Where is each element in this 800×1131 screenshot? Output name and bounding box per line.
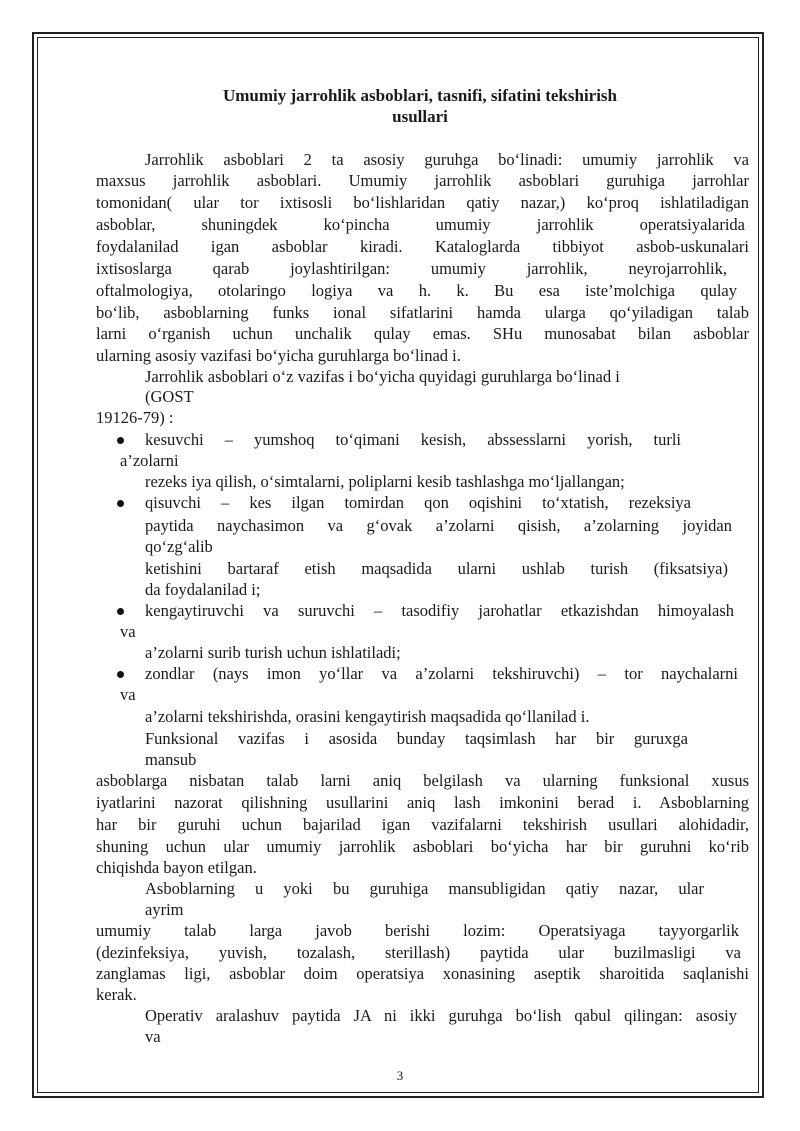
text-line: ixtisoslarga qarab joylashtirilgan: umumiy jarrohlik, neyrojarrohlik,	[96, 259, 727, 278]
text-line: va	[120, 685, 136, 704]
text-line: (dezinfeksiya, yuvish, tozalash, sterillash) paytida ular buzilmasligi va	[96, 943, 741, 962]
text-line: foydalanilad igan asboblar kiradi. Kataloglarda tibbiyot asbob-uskunalari	[96, 237, 749, 256]
text-line: shuning uchun ular umumiy jarrohlik asboblari bo‘yicha har bir guruhni ko‘rib	[96, 837, 749, 856]
text-line: tomonidan( ular tor ixtisosli bo‘lishlaridan qatiy nazar,) ko‘proq ishlatiladigan	[96, 193, 749, 212]
text-line: a’zolarni	[120, 451, 179, 470]
text-line: rezeks iya qilish, o‘simtalarni, poliplarni kesib tashlashga mo‘ljallangan;	[145, 472, 625, 491]
bullet-icon	[117, 437, 124, 444]
document-title-line-1: Umumiy jarrohlik asboblari, tasnifi, sifatini tekshirish	[222, 86, 618, 105]
text-line: larni o‘rganish uchun unchalik qulay emas. SHu munosabat bilan asboblar	[96, 324, 749, 343]
text-line: ularning asosiy vazifasi bo‘yicha guruhlarga bo‘linad i.	[96, 346, 461, 365]
document-title-line-2: usullari	[392, 107, 448, 126]
text-line: kerak.	[96, 985, 137, 1004]
text-line: qo‘zg‘alib	[145, 537, 213, 556]
list-item-text: zondlar (nays imon yo‘llar va a’zolarni tekshiruvchi) – tor naychalarni	[145, 664, 738, 683]
text-line: har bir guruhi uchun bajarilad igan vazifalarni tekshirish usullari alohidadir,	[96, 815, 749, 834]
text-line: Operativ aralashuv paytida JA ni ikki guruhga bo‘lish qabul qilingan: asosiy	[145, 1006, 737, 1025]
text-line: a’zolarni surib turish uchun ishlatiladi;	[145, 643, 401, 662]
list-item-text: kengaytiruvchi va suruvchi – tasodifiy jarohatlar etkazishdan himoyalash	[145, 601, 734, 620]
text-line: bo‘lib, asboblarning funks ional sifatlarini hamda ularga qo‘yiladigan talab	[96, 303, 749, 322]
list-item-text: qisuvchi – kes ilgan tomirdan qon oqishini to‘xtatish, rezeksiya	[145, 493, 691, 512]
page-number: 3	[396, 1068, 404, 1083]
text-line: oftalmologiya, otolaringo logiya va h. k. Bu esa iste’molchiga qulay	[96, 281, 737, 300]
text-line: Asboblarning u yoki bu guruhiga mansubligidan qatiy nazar, ular	[145, 879, 704, 898]
text-line: 19126-79) :	[96, 408, 174, 427]
bullet-icon	[117, 671, 124, 678]
text-line: chiqishda bayon etilgan.	[96, 858, 257, 877]
bullet-icon	[117, 608, 124, 615]
text-line: a’zolarni tekshirishda, orasini kengaytirish maqsadida qo‘llanilad i.	[145, 707, 590, 726]
text-line: Jarrohlik asboblari o‘z vazifas i bo‘yicha quyidagi guruhlarga bo‘linad i	[145, 367, 620, 386]
text-line: maxsus jarrohlik asboblari. Umumiy jarrohlik asboblari guruhiga jarrohlar	[96, 171, 749, 190]
bullet-icon	[117, 500, 124, 507]
text-line: va	[120, 622, 136, 641]
text-line: ayrim	[145, 900, 184, 919]
list-item-text: kesuvchi – yumshoq to‘qimani kesish, abssesslarni yorish, turli	[145, 430, 681, 449]
text-line: mansub	[145, 750, 197, 769]
text-line: paytida naychasimon va g‘ovak a’zolarni qisish, a’zolarning joyidan	[145, 516, 732, 535]
text-line: umumiy talab larga javob berishi lozim: Operatsiyaga tayyorgarlik	[96, 921, 739, 940]
text-line: Funksional vazifas i asosida bunday taqsimlash har bir guruxga	[145, 729, 688, 748]
text-line: (GOST	[145, 387, 194, 406]
text-line: asboblarga nisbatan talab larni aniq belgilash va ularning funksional xusus	[96, 771, 749, 790]
text-line: iyatlarini nazorat qilishning usullarini aniq lash imkonini berad i. Asboblarning	[96, 793, 749, 812]
text-line: ketishini bartaraf etish maqsadida ularni ushlab turish (fiksatsiya)	[145, 559, 728, 578]
text-line: asboblar, shuningdek ko‘pincha umumiy jarrohlik operatsiyalarida	[96, 215, 745, 234]
text-line: zanglamas ligi, asboblar doim operatsiya xonasining aseptik sharoitida saqlanishi	[96, 964, 749, 983]
text-line: da foydalanilad i;	[145, 580, 261, 599]
text-line: Jarrohlik asboblari 2 ta asosiy guruhga bo‘linadi: umumiy jarrohlik va	[145, 150, 749, 169]
text-line: va	[145, 1027, 161, 1046]
